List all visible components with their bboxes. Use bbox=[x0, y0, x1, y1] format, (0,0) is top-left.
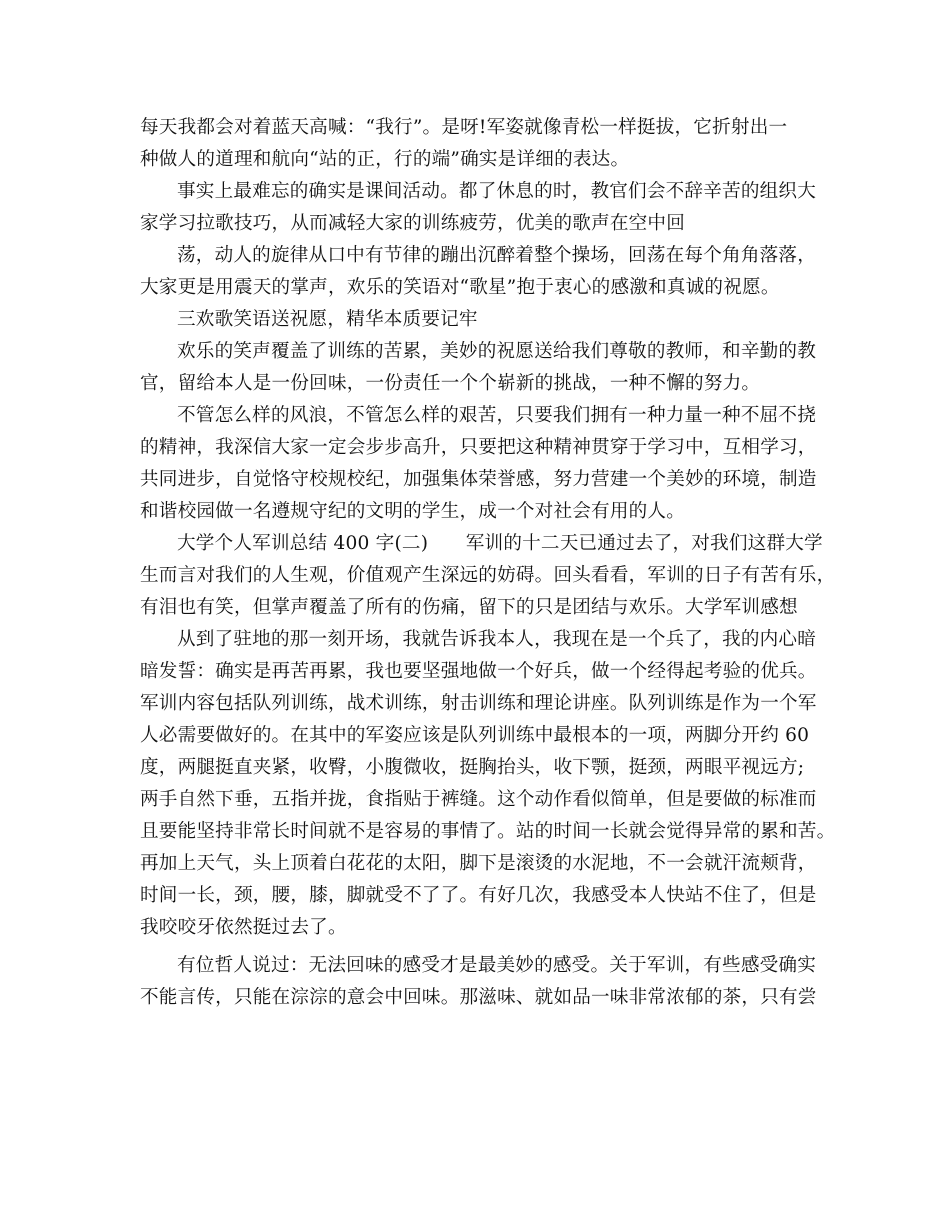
text-line: 两手自然下垂，五指并拢，食指贴于裤缝。这个动作看似简单，但是要做的标准而 bbox=[140, 789, 817, 810]
text-line: 和谐校园做一名遵规守纪的文明的学生，成一个对社会有用的人。 bbox=[140, 501, 686, 522]
text-line: 人必需要做好的。在其中的军姿应该是队列训练中最根本的一项，两脚分开约 60 bbox=[140, 725, 810, 746]
text-line: 生而言对我们的人生观，价值观产生深远的妨碍。回头看看，军训的日子有苦有乐， bbox=[140, 565, 836, 586]
paragraph-start-line: 事实上最难忘的确实是课间活动。都了休息的时，教官们会不辞辛苦的组织大 bbox=[177, 181, 816, 202]
paragraph-start-line: 荡，动人的旋律从口中有节律的蹦出沉醉着整个操场，回荡在每个角角落落， bbox=[177, 245, 816, 266]
text-line: 再加上天气，头上顶着白花花的太阳，脚下是滚烫的水泥地，不一会就汗流颊背， bbox=[140, 853, 817, 874]
text-line: 军训内容包括队列训练，战术训练，射击训练和理论讲座。队列训练是作为一个军 bbox=[140, 693, 817, 714]
paragraph-start-line: 从到了驻地的那一刻开场，我就告诉我本人，我现在是一个兵了，我的内心暗 bbox=[177, 629, 816, 650]
text-line: 官，留给本人是一份回味，一份责任一个个崭新的挑战，一种不懈的努力。 bbox=[140, 373, 761, 394]
document-body bbox=[140, 112, 836, 1014]
text-line: 有泪也有笑，但掌声覆盖了所有的伤痛，留下的只是团结与欢乐。大学军训感想 bbox=[140, 597, 798, 618]
paragraph-start-line: 有位哲人说过：无法回味的感受才是最美妙的感受。关于军训，有些感受确实 bbox=[177, 955, 816, 976]
paragraph-start-line: 不管怎么样的风浪，不管怎么样的艰苦，只要我们拥有一种力量一种不屈不挠 bbox=[177, 405, 816, 426]
paragraph-start-line: 大学个人军训总结 400 字(二) 军训的十二天已通过去了，对我们这群大学 bbox=[177, 533, 823, 554]
text-line: 且要能坚持非常长时间就不是容易的事情了。站的时间一长就会觉得异常的累和苦。 bbox=[140, 821, 836, 842]
text-line: 我咬咬牙依然挺过去了。 bbox=[140, 917, 347, 938]
text-line: 度，两腿挺直夹紧，收臀，小腹微收，挺胸抬头，收下颚，挺颈，两眼平视远方; bbox=[140, 757, 805, 778]
text-line: 的精神，我深信大家一定会步步高升，只要把这种精神贯穿于学习中，互相学习， bbox=[140, 437, 817, 458]
text-line: 每天我都会对着蓝天高喊：“我行”。是呀!军姿就像青松一样挺拔，它折射出一 bbox=[140, 117, 788, 138]
text-line: 不能言传，只能在淙淙的意会中回味。那滋味、就如品一味非常浓郁的茶，只有尝 bbox=[140, 987, 817, 1008]
text-line: 大家更是用震天的掌声，欢乐的笑语对“歌星”抱于衷心的感激和真诚的祝愿。 bbox=[140, 277, 780, 298]
text-line: 种做人的道理和航向“站的正，行的端”确实是详细的表达。 bbox=[140, 149, 630, 170]
text-line: 暗发誓：确实是再苦再累，我也要坚强地做一个好兵，做一个经得起考验的优兵。 bbox=[140, 661, 817, 682]
section-heading: 三欢歌笑语送祝愿，精华本质要记牢 bbox=[177, 309, 478, 330]
text-line: 家学习拉歌技巧，从而减轻大家的训练疲劳，优美的歌声在空中回 bbox=[140, 213, 686, 234]
text-line: 共同进步，自觉恪守校规校纪，加强集体荣誉感，努力营建一个美妙的环境，制造 bbox=[140, 469, 817, 490]
paragraph-start-line: 欢乐的笑声覆盖了训练的苦累，美妙的祝愿送给我们尊敬的教师，和辛勤的教 bbox=[177, 341, 816, 362]
text-line: 时间一长，颈，腰，膝，脚就受不了了。有好几次，我感受本人快站不住了，但是 bbox=[140, 885, 817, 906]
